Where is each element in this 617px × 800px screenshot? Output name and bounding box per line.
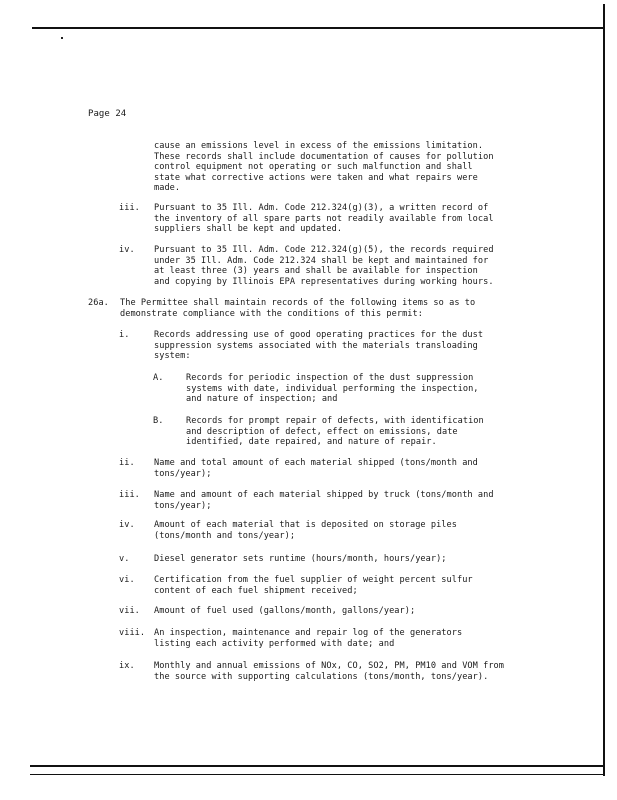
subitem-text-line: Records for periodic inspection of the dust suppression — [186, 373, 474, 383]
item-number: iii. — [119, 490, 140, 500]
item-number: ii. — [119, 458, 135, 468]
item-text-line: Records addressing use of good operating practices for the dust — [154, 330, 484, 340]
item-text-line: Name and total amount of each material shipped (tons/month and — [154, 458, 478, 468]
item-number: iii. — [119, 203, 140, 213]
subitem-text-line: and nature of inspection; and — [186, 394, 338, 405]
item-text-line: Pursuant to 35 Ill. Adm. Code 212.324(g)(5), the records required — [154, 245, 494, 255]
paragraph-line: These records shall include documentation of causes for pollution — [154, 151, 494, 162]
item-number: iv. — [119, 520, 135, 530]
item-text-line: the source with supporting calculations (tons/month, tons/year). — [154, 671, 489, 682]
item-number: v. — [119, 554, 130, 564]
item-text-line: at least three (3) years and shall be available for inspection — [154, 266, 478, 277]
item-text-line: Monthly and annual emissions of NOx, CO, SO2, PM, PM10 and VOM from — [154, 661, 504, 671]
subitem-text-line: identified, date repaired, and nature of repair. — [186, 437, 437, 448]
bottom-border-line-2 — [30, 774, 605, 775]
paragraph-line: cause an emissions level in excess of the emissions limitation. — [154, 141, 484, 151]
subitem-letter: B. — [153, 416, 164, 426]
top-border-line — [32, 27, 604, 29]
scan-speck — [61, 37, 63, 39]
item-text-line: Name and amount of each material shipped by truck (tons/month and — [154, 490, 494, 500]
item-number: viii. — [119, 628, 146, 638]
item-number: iv. — [119, 245, 135, 255]
paragraph-line: control equipment not operating or such malfunction and shall — [154, 162, 473, 173]
section-text-line: The Permittee shall maintain records of the following items so as to — [120, 298, 476, 308]
item-text-line: under 35 Ill. Adm. Code 212.324 shall be kept and maintained for — [154, 255, 489, 266]
item-text-line: listing each activity performed with date; and — [154, 638, 395, 649]
item-text-line: tons/year); — [154, 500, 212, 511]
subitem-text-line: systems with date, individual performing the inspection, — [186, 383, 479, 394]
page-number: Page 24 — [88, 109, 127, 119]
item-text-line: Diesel generator sets runtime (hours/month, hours/year); — [154, 554, 447, 564]
paragraph-line: made. — [154, 183, 181, 194]
item-text-line: (tons/month and tons/year); — [154, 530, 296, 541]
right-border-line — [603, 4, 605, 776]
item-text-line: Pursuant to 35 Ill. Adm. Code 212.324(g)(3), a written record of — [154, 203, 489, 213]
section-text-line: demonstrate compliance with the conditions of this permit: — [120, 308, 423, 319]
item-text-line: An inspection, maintenance and repair log of the generators — [154, 628, 463, 638]
item-text-line: suppression systems associated with the materials transloading — [154, 340, 478, 351]
item-text-line: Certification from the fuel supplier of weight percent sulfur — [154, 575, 473, 585]
item-text-line: and copying by Illinois EPA representatives during working hours. — [154, 276, 494, 287]
item-text-line: suppliers shall be kept and updated. — [154, 224, 343, 235]
section-number: 26a. — [88, 298, 109, 308]
item-number: i. — [119, 330, 130, 340]
item-text-line: content of each fuel shipment received; — [154, 585, 358, 596]
item-number: vii. — [119, 606, 140, 616]
item-text-line: Amount of fuel used (gallons/month, gallons/year); — [154, 606, 416, 616]
item-text-line: the inventory of all spare parts not readily available from local — [154, 213, 494, 224]
bottom-border-line — [30, 765, 605, 767]
item-text-line: system: — [154, 351, 191, 362]
subitem-letter: A. — [153, 373, 164, 383]
subitem-text-line: Records for prompt repair of defects, with identification — [186, 416, 484, 426]
subitem-text-line: and description of defect, effect on emissions, date — [186, 426, 458, 437]
item-number: ix. — [119, 661, 135, 671]
item-number: vi. — [119, 575, 135, 585]
paragraph-line: state what corrective actions were taken and what repairs were — [154, 172, 478, 183]
item-text-line: Amount of each material that is deposited on storage piles — [154, 520, 457, 530]
item-text-line: tons/year); — [154, 468, 212, 479]
